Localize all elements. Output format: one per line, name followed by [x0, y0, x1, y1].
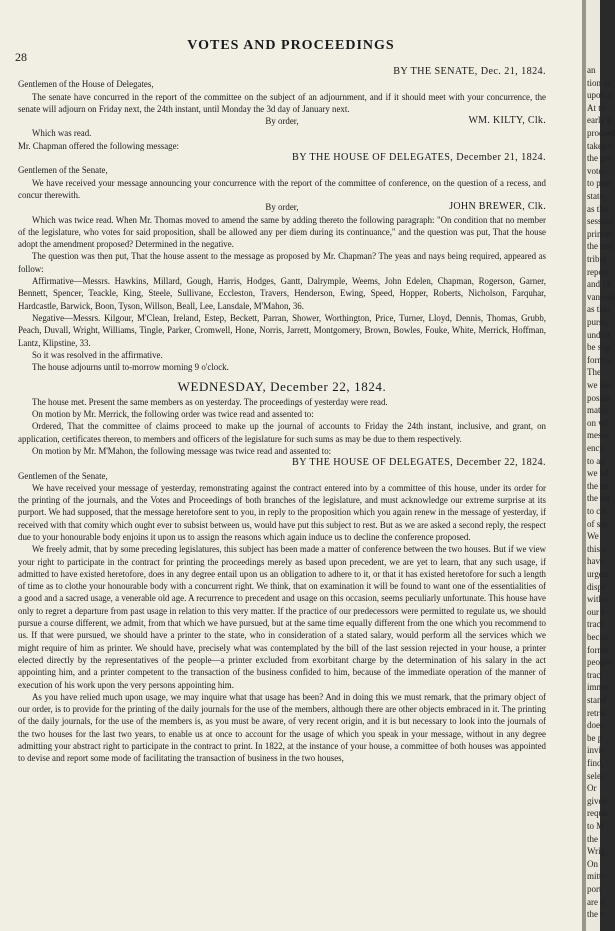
facing-page-text: witho: [587, 594, 608, 605]
facing-page-text: Wrig: [587, 846, 606, 857]
facing-page-text: forme: [587, 644, 609, 655]
facing-page-text: does: [587, 720, 604, 731]
facing-page-text: of sai: [587, 518, 607, 529]
paragraph: The house met. Present the same members as on yesterday. The proceedings of yesterday were read.: [32, 396, 388, 407]
facing-page-text: The: [587, 367, 601, 378]
salutation: Gentlemen of the Senate,: [18, 165, 108, 176]
facing-page-text: the: [587, 833, 598, 844]
paragraph: The question was then put, That the house assent to the message as proposed by Mr. Chapman? The yeas and nays being required, appeared as follow:: [18, 251, 546, 274]
paragraph: We have received your message of yesterday, remonstrating against the contract entered into by a committee of this house, under its order for the printing of the journals, and the Votes and Proceedings of both branches of the legislature, and must acknowledge our extreme surprise at its purport. We had supposed, that the message heretofore sent to you, in reply to the proposition which you again renew in the message of yesterday, if received with that comity which ought ever to subsist between us, would have put this subject to rest. But as we are asked a second reply, the respect due to your honourable body enjoins it upon us to assign the reasons which again induce us to decline the conference proposed.: [18, 482, 546, 542]
facing-page-text: to M: [587, 821, 605, 831]
facing-page-text: printin: [587, 228, 611, 239]
paragraph: So it was resolved in the affirmative.: [32, 349, 163, 360]
facing-page-text: taken t: [587, 140, 612, 151]
facing-page-text: we are: [587, 380, 611, 390]
page-number: 28: [15, 50, 27, 64]
paragraph: Which was read.: [32, 128, 92, 139]
facing-page-text: find,: [587, 758, 604, 768]
facing-page-text: proceed: [587, 128, 615, 138]
facing-page-text: have: [587, 556, 604, 567]
facing-page-text: the con: [587, 241, 614, 252]
clerk-signature: JOHN BREWER, Clk.: [449, 201, 546, 213]
facing-page-text: session: [587, 216, 614, 227]
facing-page-text: the int: [587, 493, 610, 504]
facing-page-text: we ad: [587, 468, 609, 479]
section-heading: BY THE HOUSE OF DELEGATES, December 22, 1824.: [292, 457, 546, 469]
facing-page-text: form a: [587, 354, 611, 365]
facing-page-text: tribut: [587, 254, 607, 264]
facing-page-text: given: [587, 795, 607, 806]
facing-page-text: tract: [587, 669, 603, 680]
facing-page-text: as the: [587, 203, 608, 214]
facing-page-text: On: [587, 858, 598, 869]
facing-page-text: messa: [587, 430, 609, 441]
facing-page-text: the s: [587, 909, 604, 920]
facing-page-text: retrac: [587, 707, 608, 718]
facing-page-text: report: [587, 266, 609, 277]
facing-page-text: vancem: [587, 291, 615, 302]
facing-page-text: We: [587, 531, 599, 542]
facing-page-text: tion to: [587, 77, 611, 88]
facing-page-text: invit: [587, 745, 604, 756]
document-body: [18, 66, 546, 765]
paragraph: As you have relied much upon usage, we may inquire what that usage has been? And in doing this we must remark, that the primary object of our order, is to provide for the printing of the daily journals for the use of the members, although there are other objects embraced in it. The printing of the daily journals, for the use of the members is, as you must be aware, of very recent origin, and it is but necessary to look into the journals of the two houses for the last two years, to enable us at once to account for the usage of which you speak in your message, without in any degree admitting your abstract right to participate in the contract to print. In 1822, at the instance of your house, a committee of both houses was appointed to devise and report some mode of facilitating the transaction of business in the two houses,: [18, 691, 546, 764]
section-heading: BY THE HOUSE OF DELEGATES, December 21, 1824.: [292, 152, 546, 164]
facing-page-text: to car: [587, 506, 608, 516]
facing-page-text: people: [587, 657, 611, 668]
salutation: Gentlemen of the Senate,: [18, 470, 108, 481]
facing-page-text: upon a: [587, 90, 612, 101]
facing-page-text: matio: [587, 405, 608, 416]
facing-page-text: to ad: [587, 455, 605, 466]
paragraph: We freely admit, that by some preceding legislatures, this subject has been made a matter of conference between the two houses. But if we view your right to participate in the contract for printing the proceedings merely as based upon precedent, we are yet to learn, that any such usage, if admitted to have existed heretofore, does in any degree entail upon us an obligation to adhere to it, or that it has existed heretofore for such a length of time as to clothe your honourable body with a concurrent right. We think, that on examination it will be found to want one of the essentialities of a good and a sacred usage, a venerable old age. A recurrence to precedent and usage on this occasion, seems peculiarly unfortunate. This house have only to regret a departure from past usage in relation to this very matter. If the practice of our predecessors were permitted to regulate us, we should pursue a course different, we admit, from that which we have pursued, but at the same time equally different from the one which you recommend to us. If that were pursued, we should have a printer to the state, who in consideration of a stated salary, would perform all the services which we might require of him as printer. We should have, precisely what was contemplated by the bill of the last session rejected in your house, a printer elected directly by the representatives of the people—a printer excluded from exorbitant charge by the determination of his salary in the act appointing him, and a printer competent to the transaction of the business confided to him, because of the immediate operation of the manner of execution of his work upon the very persons appointing him.: [18, 544, 546, 690]
paragraph: Which was twice read. When Mr. Thomas moved to amend the same by adding thereto the following paragraph: "On condition that no member of the legislature, who votes for said proposition, shall be allowed any per diem during its continuance," and the question was put, That the house adopt the amendment proposed? Determined in the negative.: [18, 214, 546, 250]
facing-page-text: displ: [587, 581, 605, 592]
facing-page-text: imme: [587, 682, 608, 693]
facing-page-text: are n: [587, 896, 605, 907]
facing-page-text: Or: [587, 783, 597, 794]
facing-page-text: becau: [587, 632, 608, 642]
facing-page-text: this s: [587, 543, 606, 554]
page-title: VOTES AND PROCEEDINGS: [187, 38, 395, 53]
facing-page-text: mitte: [587, 871, 606, 882]
clerk-signature: WM. KILTY, Clk.: [468, 115, 546, 127]
facing-page-text: tract: [587, 619, 603, 630]
facing-page-text: port: [587, 884, 602, 894]
facing-page-text: stand: [587, 695, 606, 705]
facing-page-text: the ne: [587, 480, 609, 491]
facing-page-text: possib: [587, 392, 611, 403]
facing-page-fragment: [586, 0, 615, 931]
facing-page-text: purse,: [587, 317, 609, 327]
facing-page-text: an: [587, 65, 596, 75]
paragraph: Ordered, That the committee of claims proceed to make up the journal of accounts to Friday the 24th instant, inclusive, and grant, on application, certificates thereon, to members and officers of the legislature for such sums as may be due to them respectively.: [18, 421, 546, 444]
facing-page-text: urgen: [587, 569, 608, 579]
facing-page-text: vote.: [587, 165, 605, 176]
day-heading: WEDNESDAY, December 22, 1824.: [177, 379, 387, 395]
facing-page-text: to prin: [587, 178, 611, 189]
section-heading: BY THE SENATE, Dec. 21, 1824.: [393, 66, 546, 77]
salutation: Mr. Chapman offered the following message:: [18, 140, 180, 151]
facing-page-text: ency,: [587, 443, 606, 453]
facing-page-text: as this: [587, 304, 610, 315]
facing-page-text: reque: [587, 808, 607, 819]
facing-page-text: selec: [587, 770, 605, 781]
facing-page-text: the pro: [587, 153, 613, 164]
facing-page-text: and 14: [587, 279, 612, 290]
facing-page-text: At th: [587, 102, 606, 113]
by-order: By order,: [265, 202, 299, 213]
paragraph: The senate have concurred in the report of the committee on the subject of an adjournment, and if it should meet with your concurrence, the senate will adjourn on Friday next, the 24th instant, until Monday the 3d day of January next.: [18, 91, 546, 114]
facing-page-text: undivi: [587, 329, 611, 340]
facing-page-text: on wh: [587, 417, 610, 428]
by-order: By order,: [265, 116, 299, 127]
salutation: Gentlemen of the House of Delegates,: [18, 79, 154, 90]
paragraph: We have received your message announcing your concurrence with the report of the committee of conference, on the question of a recess, and concur therewith.: [18, 177, 546, 200]
paragraph: On motion by Mr. M'Mahon, the following message was twice read and assented to:: [32, 445, 332, 456]
paragraph: On motion by Mr. Merrick, the following order was twice read and assented to:: [32, 409, 314, 420]
facing-page-text: be p: [587, 732, 603, 743]
paragraph: Affirmative—Messrs. Hawkins, Millard, Gough, Harris, Hodges, Gantt, Dalrymple, Weems, John Edelen, Chapman, Rogerson, Garner, Bennett, Spencer, Teackle, King, Steele, Sullivane, Eccleston, Travers, Henderson, Ewing, Speed, Hopper, Roberts, Nicholson, Farquhar, Hardcastle, Barwick, Boon, Tyson, Willson, Beall, Lee, Lansdale, M'Mahon, 36.: [18, 276, 546, 311]
facing-page-text: state,: [587, 191, 606, 201]
paragraph: The house adjourns until to-morrow morning 9 o'clock.: [32, 362, 229, 373]
paragraph: Negative—Messrs. Kilgour, M'Clean, Ireland, Estep, Beckett, Parran, Shower, Worthington, Price, Turner, Lloyd, Dennis, Thomas, Grubb, Peach, Duvall, Wright, Williams, Tingle, Parker, Cromwell, Hone, Norris, Jarrett, Montgomery, Brown, Bowles, Fouke, White, Merrick, Hoffman, Lantz, Klipstine, 33.: [18, 312, 546, 348]
facing-page-text: be sup: [587, 342, 611, 353]
facing-page-text: our s: [587, 606, 605, 617]
facing-page-text: early p: [587, 115, 612, 126]
